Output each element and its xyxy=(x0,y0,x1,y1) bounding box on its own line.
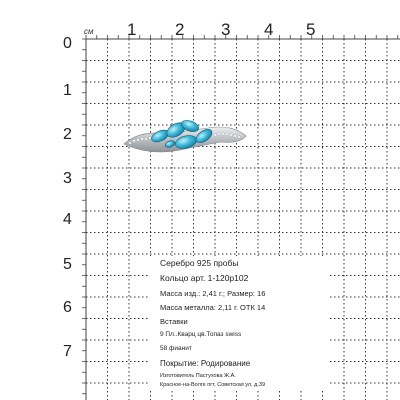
top-ruler-mark: 3 xyxy=(221,20,231,39)
product-info-label xyxy=(150,256,328,389)
left-ruler-mark: 6 xyxy=(63,299,72,316)
left-ruler-mark: 3 xyxy=(63,170,72,187)
left-ruler-mark: 1 xyxy=(63,82,72,99)
top-ruler-mark: 2 xyxy=(175,20,185,39)
info-manufacturer: Изготовитель Пастухова Ж.А. xyxy=(160,373,236,379)
top-ruler-mark: 4 xyxy=(264,20,274,39)
top-ruler-mark: 5 xyxy=(306,20,316,39)
left-ruler-mark: 5 xyxy=(63,256,72,273)
left-ruler-mark: 7 xyxy=(63,343,72,360)
info-metal-weight: Масса металла: 2,11 г. ОТК 14 xyxy=(160,303,266,312)
info-inserts-heading: Вставки xyxy=(160,317,188,326)
left-ruler-mark: 0 xyxy=(63,35,72,52)
info-metal: Серебро 925 пробы xyxy=(160,258,239,268)
info-article: Кольцо арт. 1-120р102 xyxy=(160,273,249,283)
info-inserts-quartz: 9 Пл..Кварц цв.Топаз swiss xyxy=(160,331,242,338)
left-ruler-mark: 4 xyxy=(63,211,72,228)
info-inserts-cz: 58 фианит xyxy=(160,345,192,352)
ring-image xyxy=(120,110,250,160)
info-weight-size: Масса изд.: 2,41 г.; Размер: 16 xyxy=(160,289,266,298)
left-ruler-mark: 2 xyxy=(63,126,72,143)
info-coating: Покрытие: Родирование xyxy=(160,359,251,368)
unit-label: см xyxy=(84,27,94,36)
top-ruler-mark: 1 xyxy=(127,20,137,39)
info-address: Красное-на-Волге пгт, Советская ул, д.39 xyxy=(160,382,266,388)
